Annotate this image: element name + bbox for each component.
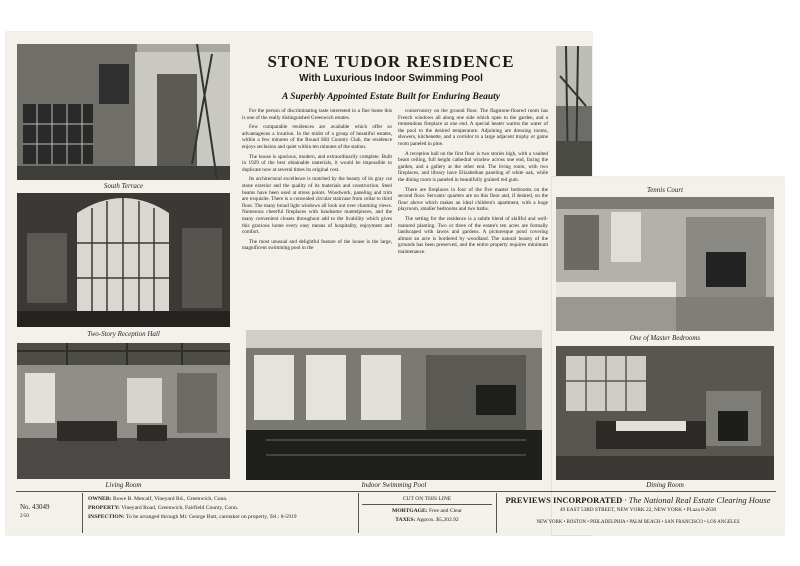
footer-divider	[82, 493, 83, 533]
paragraph: The most unusual and delightful feature of the house is the large, magnificent swimming pool in the	[242, 238, 392, 252]
paragraph: The house is spacious, modern, and extraordinarily complete. Built in 1929 of the best obtainable materials, it would be impossible to duplicate now at several times its original cost.	[242, 153, 392, 173]
paragraph: There are fireplaces in four of the five master bedrooms on the second floor. Servants' quarters are on this floor and, if desired, on the floor above which makes an ideal children's apartment, with a huge playroom, smaller bedrooms and two baths.	[398, 186, 548, 213]
master-bedroom-photo	[556, 197, 774, 331]
listing-date: 2/50	[20, 514, 29, 519]
caption-pool: Indoor Swimming Pool	[361, 481, 427, 489]
caption-dining-room: Dining Room	[646, 481, 684, 489]
footer-rule	[16, 491, 776, 492]
caption-living-room: Living Room	[105, 481, 142, 489]
listing-subtitle: With Luxurious Indoor Swimming Pool	[299, 73, 483, 84]
paragraph: A reception hall on the first floor is two stories high, with a vaulted beam ceiling, full height cathedral window across one end, facing the garden, and a gallery at the other end. The living room, with two fireplaces, and library have Elizabethan paneling of white oak, while the dining room is paneled in beautifully grained red gum.	[398, 150, 548, 183]
footer-divider	[358, 493, 359, 533]
company-block	[500, 495, 776, 527]
body-column-left	[242, 108, 392, 255]
paragraph: The setting for the residence is a subtle blend of skillful and well-matured planting. Two or three of the estate's ten acres are formally landscaped with lawns and gardens. A picturesque pond covering almost an acre is bordered by woodland. The natural beauty of the grounds has been preserved, and the entire property requires minimum maintenance.	[398, 215, 548, 255]
body-column-right	[398, 108, 548, 258]
company-name: PREVIEWS INCORPORATED	[505, 495, 623, 505]
listing-no: No. 43049	[20, 503, 50, 511]
tree-photo-partial	[556, 46, 592, 176]
company-tagline: · The National Real Estate Clearing House	[624, 495, 771, 505]
dining-room-photo	[556, 346, 774, 480]
taxes-label: TAXES:	[395, 517, 416, 523]
pool-photo	[246, 330, 542, 480]
caption-master-bedroom: One of Master Bedrooms	[629, 334, 701, 342]
company-address: 49 EAST 53RD STREET, NEW YORK 22, NEW YORK • PLaza 8-2630	[559, 507, 717, 513]
paragraph: Few comparable residences are available which offer so advantageous a location. In the midst of a group of beautiful estates, within a few minutes of the Round Hill Country Club, the residence enjoys seclusion and quiet within ten minutes of the station.	[242, 124, 392, 150]
property-value: Vineyard Road, Greenwich, Fairfield County, Conn.	[121, 505, 239, 511]
inspection-label: INSPECTION:	[88, 514, 125, 520]
reception-hall-photo	[17, 193, 230, 327]
caption-south-terrace: South Terrace	[103, 182, 144, 190]
caption-reception-hall: Two-Story Reception Hall	[87, 330, 160, 338]
paragraph: conservatory on the ground floor. The flagstone-floored room has French windows all along one side which open to the garden, and a tremendous fireplace at one end. A special heater warms the water of the pool to the desired temperature. Adjoining are dressing rooms, showers, kitchenette, and a corridor to a large adjacent trophy or game room paneled in pine.	[398, 108, 548, 147]
paragraph: Its architectural excellence is matched by the beauty of its gray cut stone exterior and the quality of its materials and construction. Steel beams have been used at stress points. Woodwork, paneling and trim are exquisite. There is a concealed circular staircase from cellar to third floor. The many broad light windows all look out over charming views. Numerous cheerful fireplaces with handsome mantelpieces, and the many convenient closets throughout add to the livability which gives this gracious home every easy means of hospitality, enjoyment and comfort.	[242, 176, 392, 236]
caption-tennis-court: Tennis Court	[646, 186, 684, 194]
property-label: PROPERTY:	[88, 505, 120, 511]
cut-line-label: CUT ON THIS LINE	[362, 495, 492, 505]
south-terrace-photo	[17, 44, 230, 180]
paragraph: For the person of discriminating taste interested in a fine home this is one of the really distinguished Greenwich estates.	[242, 108, 392, 121]
living-room-photo	[17, 343, 230, 479]
mortgage-label: MORTGAGE:	[392, 508, 428, 514]
cut-line-block	[362, 495, 492, 525]
taxes-value: Approx. $5,202.92	[416, 517, 459, 523]
mortgage-value: Free and Clear	[429, 508, 462, 514]
inspection-value: To be arranged through Mr. George Butt, caretaker on property, Tel.: 8-5919	[126, 514, 297, 520]
listing-title: STONE TUDOR RESIDENCE	[267, 52, 515, 71]
footer-divider	[496, 493, 497, 533]
owner-block	[88, 495, 358, 522]
listing-number	[20, 503, 50, 521]
owner-label: OWNER:	[88, 496, 112, 502]
company-cities: NEW YORK • BOSTON • PHILADELPHIA • PALM BEACH • SAN FRANCISCO • LOS ANGELES	[536, 520, 740, 525]
listing-tagline: A Superbly Appointed Estate Built for Enduring Beauty	[282, 92, 500, 102]
owner-value: Rowe B. Metcalf, Vineyard Rd., Greenwich, Conn.	[113, 496, 228, 502]
